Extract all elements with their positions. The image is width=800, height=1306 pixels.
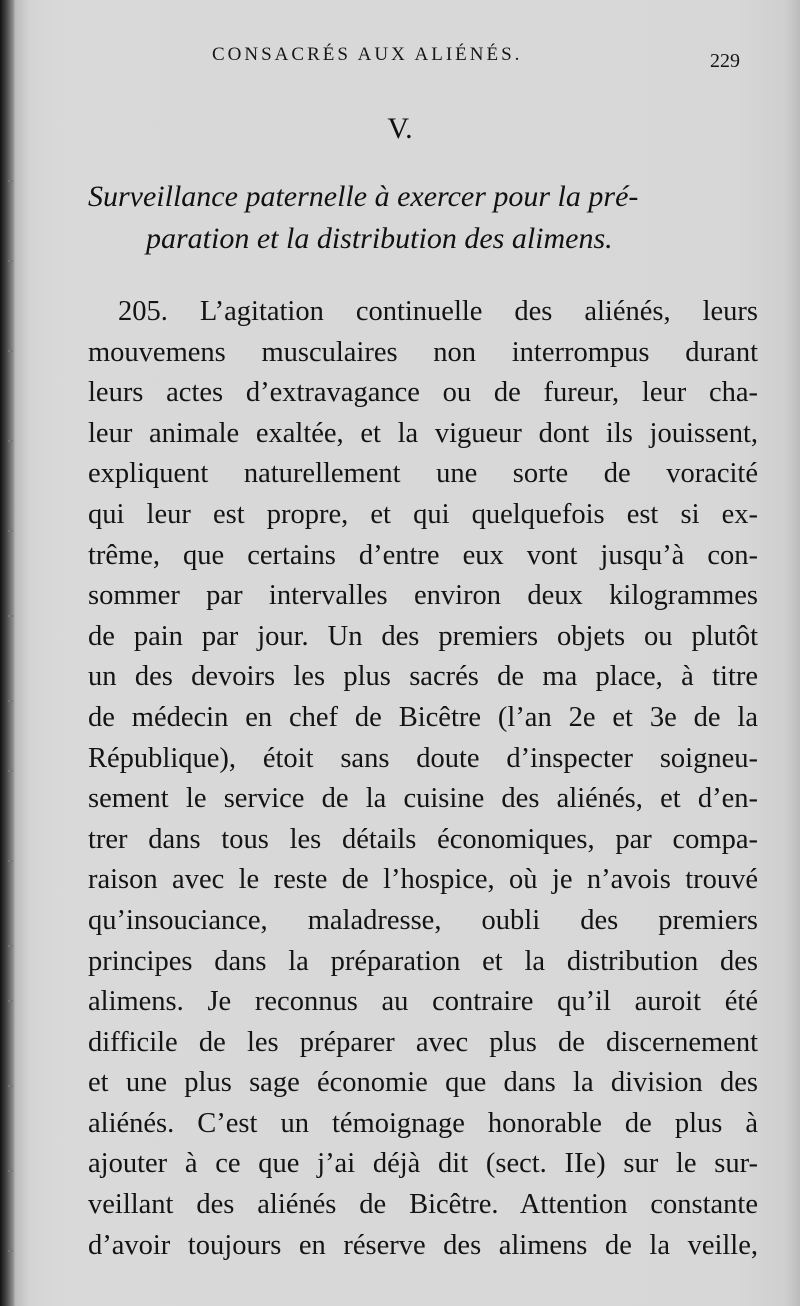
text-line: mouvemens musculaires non interrompus durant [88, 336, 758, 368]
text-line: leur animale exaltée, et la vigueur dont ils jouissent, [88, 417, 758, 449]
running-header [0, 44, 800, 78]
text-line: leurs actes d’extravagance ou de fureur, leur cha- [88, 377, 758, 409]
section-title [88, 176, 768, 260]
text-line: de médecin en chef de Bicêtre (l’an 2e et 3e de la [88, 701, 758, 733]
text-line: un des devoirs les plus sacrés de ma place, à titre [88, 661, 758, 693]
text-line: difficile de les préparer avec plus de discernement [88, 1026, 758, 1058]
text-line: sommer par intervalles environ deux kilogrammes [88, 580, 758, 612]
text-line: trême, que certains d’entre eux vont jusqu’à con- [88, 539, 758, 571]
section-number: V. [387, 112, 413, 145]
section-title-line-1: Surveillance paternelle à exercer pour la pré- [88, 180, 639, 213]
text-line: sement le service de la cuisine des aliénés, et d’en- [88, 783, 758, 815]
running-title: CONSACRÉS AUX ALIÉNÉS. [212, 44, 523, 65]
text-line: ajouter à ce que j’ai déjà dit (sect. IIe) sur le sur- [88, 1148, 758, 1180]
text-line: alimens. Je reconnus au contraire qu’il auroit été [88, 986, 758, 1018]
binding-marks [8, 0, 14, 1306]
text-line: 205. L’agitation continuelle des aliénés, leurs [118, 296, 758, 327]
paragraph-205 [88, 292, 758, 1266]
text-line: et une plus sage économie que dans la division des [88, 1067, 758, 1099]
text-line: principes dans la préparation et la distribution des [88, 945, 758, 977]
text-line: trer dans tous les détails économiques, par compa- [88, 823, 758, 855]
text-line: République), étoit sans doute d’inspecter soigneu- [88, 742, 758, 774]
text-line: qu’insouciance, maladresse, oubli des premiers [88, 904, 758, 936]
text-line: veillant des aliénés de Bicêtre. Attention constante [88, 1189, 758, 1221]
text-line: de pain par jour. Un des premiers objets ou plutôt [88, 620, 758, 652]
text-line: qui leur est propre, et qui quelquefois est si ex- [88, 498, 758, 530]
text-line: raison avec le reste de l’hospice, où je n’avois trouvé [88, 864, 758, 896]
text-line: d’avoir toujours en réserve des alimens de la veille, [88, 1229, 758, 1261]
text-line: aliénés. C’est un témoignage honorable de plus à [88, 1107, 758, 1139]
section-title-line-2: paration et la distribution des alimens. [146, 222, 613, 255]
page-number: 229 [710, 50, 740, 72]
text-line: expliquent naturellement une sorte de voracité [88, 458, 758, 490]
